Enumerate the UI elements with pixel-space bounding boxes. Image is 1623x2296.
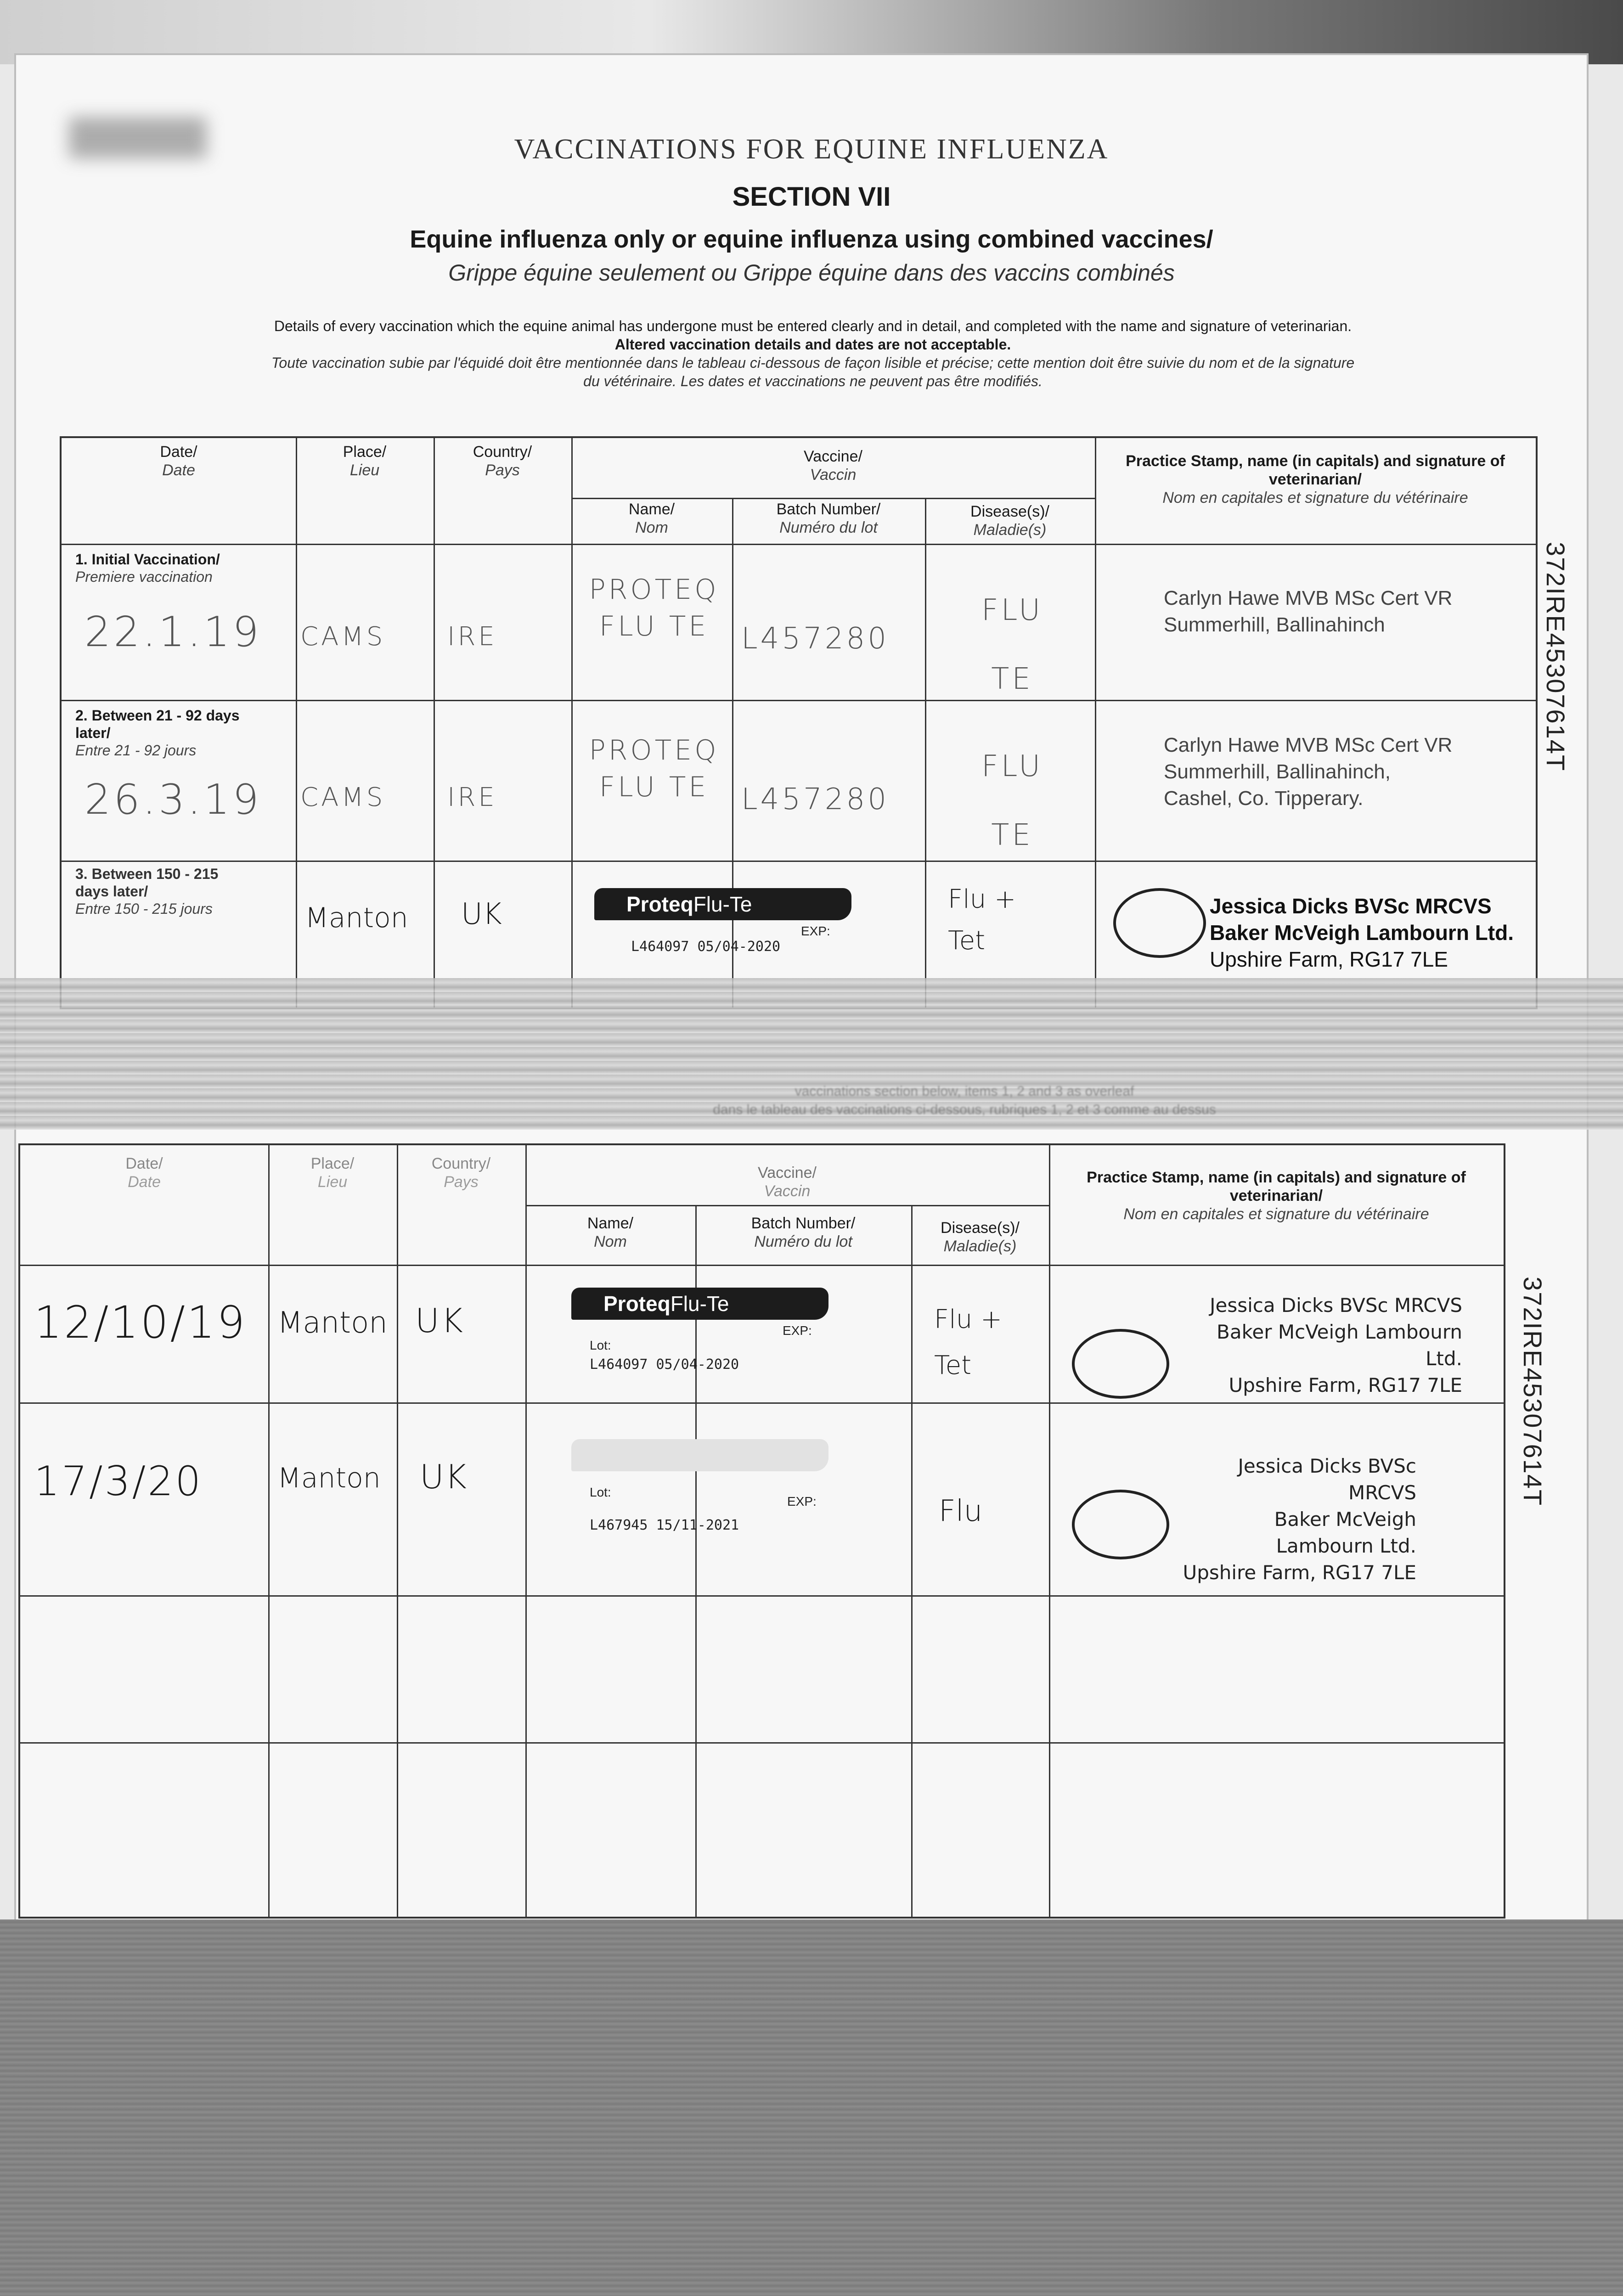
header-country: Country/ Pays: [473, 443, 532, 479]
bottom-row1-disease: Flu + Tet: [934, 1305, 1002, 1380]
row3-country: UK: [461, 897, 502, 931]
bottom-row2-country: UK: [420, 1458, 468, 1496]
instructions-en-line1: Details of every vaccination which the equine animal has undergone must be entered clearly and in detail, and completed with the name and signature of veterinarian.: [274, 318, 1352, 334]
row3-disease: Flu + Tet: [948, 884, 1016, 956]
header-date: Date/ Date: [160, 443, 197, 479]
instructions-fr-line1: Toute vaccination subie par l'équidé doit être mentionnée dans le tableau ci-dessous de façon lisible et précise; cette mention doit être suivie du nom et de la signature: [271, 355, 1355, 371]
bottom-row2-vet-stamp: Jessica Dicks BVSc MRCVS Baker McVeigh Lambourn Ltd. Upshire Farm, RG17 7LE: [1183, 1455, 1416, 1584]
row-label-initial: 1. Initial Vaccination/ Premiere vaccination: [75, 551, 220, 585]
header-batch-bottom: Batch Number/ Numéro du lot: [751, 1215, 856, 1250]
scan-background-bottom: [0, 1919, 1623, 2296]
row1-batch: L457280: [741, 622, 889, 656]
side-id-top: 372IRE45307614T: [1541, 542, 1570, 772]
subtitle-english: Equine influenza only or equine influenza using combined vaccines/: [410, 225, 1213, 253]
instructions-fr-line2: du vétérinaire. Les dates et vaccinations ne peuvent pas être modifiés.: [583, 373, 1043, 389]
row1-vaccine-name: PROTEQ FLU TE: [589, 574, 719, 642]
header-name: Name/ Nom: [628, 501, 675, 536]
header-vaccine: Vaccine/ Vaccin: [804, 448, 862, 484]
section-title: SECTION VII: [732, 182, 891, 212]
bottom-row1-country: UK: [415, 1301, 465, 1340]
row3-signature: [1113, 888, 1206, 958]
instructions-english: [69, 317, 1557, 354]
bottom-row1-place: Manton: [277, 1306, 388, 1340]
header-name-bottom: Name/ Nom: [587, 1215, 634, 1250]
row3-place: Manton: [305, 902, 408, 934]
row2-place: CAMS: [300, 782, 386, 812]
row2-country: IRE: [447, 782, 497, 812]
header-place-bottom: Place/ Lieu: [310, 1155, 355, 1191]
header-stamp: Practice Stamp, name (in capitals) and signature of veterinarian/ Nom en capitales et signature du vétérinaire: [1126, 452, 1505, 506]
header-place: Place/ Lieu: [343, 443, 387, 479]
blurred-instructions-fr: dans le tableau des vaccinations ci-dessous, rubriques 1, 2 et 3 comme au dessus: [713, 1102, 1216, 1117]
row1-country: IRE: [447, 622, 497, 652]
header-disease-bottom: Disease(s)/ Maladie(s): [941, 1219, 1020, 1255]
bottom-row1-vaccine-sticker: ProteqFlu-Te EXP: Lot: L464097 05/04-2020: [571, 1288, 828, 1343]
row2-vaccine-name: PROTEQ FLU TE: [589, 734, 719, 803]
row2-vet-stamp: Carlyn Hawe MVB MSc Cert VR Summerhill, Ballinahinch, Cashel, Co. Tipperary.: [1164, 734, 1453, 810]
page-title: VACCINATIONS FOR EQUINE INFLUENZA: [514, 134, 1109, 165]
vaccination-table-top: [60, 436, 1538, 1009]
bottom-row2-disease: Flu: [939, 1494, 983, 1528]
bottom-row1-date: 12/10/19: [34, 1297, 247, 1348]
bottom-row2-signature: [1072, 1490, 1169, 1559]
bottom-row2-place: Manton: [277, 1462, 381, 1494]
header-country-bottom: Country/ Pays: [431, 1155, 491, 1191]
header-batch: Batch Number/ Numéro du lot: [776, 501, 881, 536]
row1-disease: FLU TE: [981, 593, 1043, 696]
instructions-en-line2: Altered vaccination details and dates are not acceptable.: [614, 336, 1011, 353]
row-label-third: 3. Between 150 - 215 days later/ Entre 150 - 215 jours: [75, 866, 219, 917]
subtitle-french: Grippe équine seulement ou Grippe équine dans des vaccins combinés: [448, 260, 1175, 286]
row1-date: 22.1.19: [85, 608, 262, 656]
bottom-row1-signature: [1072, 1329, 1169, 1399]
row1-vet-stamp: Carlyn Hawe MVB MSc Cert VR Summerhill, Ballinahinch: [1164, 587, 1453, 636]
bottom-row2-vaccine-sticker: EXP: Lot: L467945 15/11-2021: [571, 1439, 828, 1494]
blurred-instructions-en: vaccinations section below, items 1, 2 and 3 as overleaf: [795, 1084, 1134, 1099]
vaccination-table-bottom: [18, 1143, 1505, 1919]
header-stamp-bottom: Practice Stamp, name (in capitals) and signature of veterinarian/ Nom en capitales et signature du vétérinaire: [1087, 1169, 1466, 1223]
row2-disease: FLU TE: [981, 749, 1043, 852]
instructions-french: [69, 354, 1557, 390]
header-vaccine-bottom: Vaccine/ Vaccin: [758, 1164, 817, 1200]
row3-vaccine-sticker: ProteqFlu-Te EXP: L464097 05/04-2020: [594, 888, 851, 943]
header-disease: Disease(s)/ Maladie(s): [970, 503, 1049, 539]
bottom-row2-date: 17/3/20: [34, 1458, 203, 1505]
header-date-bottom: Date/ Date: [125, 1155, 163, 1191]
row2-batch: L457280: [741, 782, 889, 816]
row3-vet-stamp: Jessica Dicks BVSc MRCVS Baker McVeigh Lambourn Ltd. Upshire Farm, RG17 7LE: [1210, 894, 1514, 971]
row2-date: 26.3.19: [85, 776, 262, 824]
scan-background-top: [0, 0, 1623, 64]
row-label-second: 2. Between 21 - 92 days later/ Entre 21 - 92 jours: [75, 707, 240, 759]
row1-place: CAMS: [300, 622, 386, 652]
side-id-bottom: 372IRE45307614T: [1518, 1277, 1547, 1507]
bottom-row1-vet-stamp: Jessica Dicks BVSc MRCVS Baker McVeigh Lambourn Ltd. Upshire Farm, RG17 7LE: [1210, 1294, 1462, 1396]
